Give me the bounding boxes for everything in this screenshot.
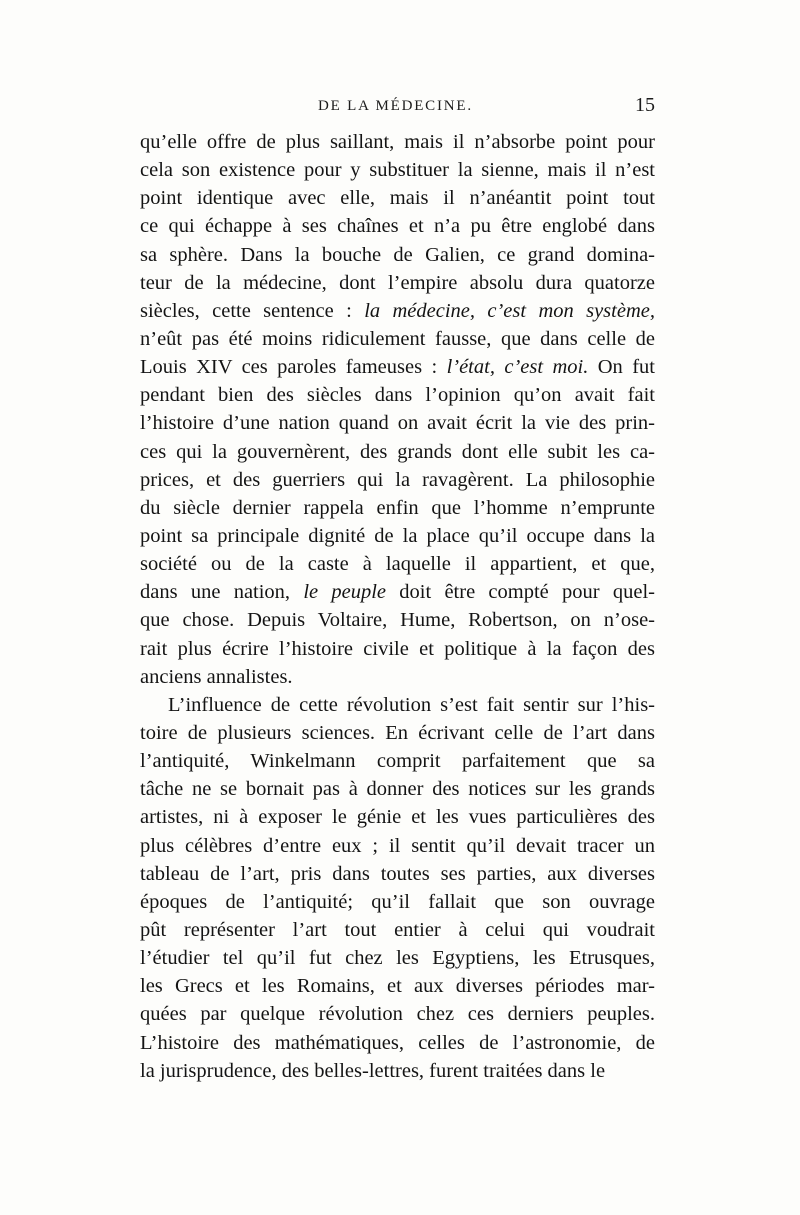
text-run: du siècle dernier rappela enfin que l’homme n’emprunte — [140, 496, 655, 519]
text-run: pendant bien des siècles dans l’opinion qu’on avait fait — [140, 384, 655, 407]
text-run: dans une nation, — [140, 581, 304, 604]
text-run: siècles, cette sentence : — [140, 299, 365, 322]
text-run: tâche ne se bornait pas à donner des notices sur les grands — [140, 778, 655, 801]
text-line — [140, 297, 655, 325]
text-line — [140, 635, 655, 663]
text-run: sa sphère. Dans la bouche de Galien, ce grand domina- — [140, 243, 655, 266]
text-run: On fut — [588, 356, 655, 379]
text-line — [140, 550, 655, 578]
text-run: l’antiquité, Winkelmann comprit parfaitement que sa — [140, 750, 655, 773]
running-head — [140, 94, 655, 126]
text-line — [140, 775, 655, 803]
text-line — [140, 860, 655, 888]
italic-phrase: la médecine, c’est mon système, — [364, 299, 655, 322]
text-run: époques de l’antiquité; qu’il fallait que son ouvrage — [140, 890, 655, 913]
text-run: ce qui échappe à ses chaînes et n’a pu être englobé dans — [140, 215, 655, 238]
text-line — [140, 212, 655, 240]
text-line — [140, 269, 655, 297]
text-run: rait plus écrire l’histoire civile et politique à la façon des — [140, 637, 655, 660]
text-run: point identique avec elle, mais il n’anéantit point tout — [140, 187, 655, 210]
text-line — [140, 522, 655, 550]
text-run: cela son existence pour y substituer la sienne, mais il n’est — [140, 159, 655, 182]
text-run: l’histoire d’une nation quand on avait écrit la vie des prin- — [140, 412, 655, 435]
running-title: DE LA MÉDECINE. — [318, 98, 473, 114]
text-run: point sa principale dignité de la place qu’il occupe dans la — [140, 524, 655, 547]
text-run: toire de plusieurs sciences. En écrivant celle de l’art dans — [140, 721, 655, 744]
text-run: que chose. Depuis Voltaire, Hume, Robertson, on n’ose- — [140, 609, 655, 632]
text-run: Louis XIV ces paroles fameuses : — [140, 356, 447, 379]
text-run: L’histoire des mathématiques, celles de l’astronomie, de — [140, 1031, 655, 1054]
text-line — [140, 128, 655, 156]
text-run: tableau de l’art, pris dans toutes ses parties, aux diverses — [140, 862, 655, 885]
text-run: quées par quelque révolution chez ces derniers peuples. — [140, 1003, 655, 1026]
italic-phrase: le peuple — [303, 581, 387, 604]
page-number: 15 — [635, 94, 655, 116]
text-line — [140, 578, 655, 606]
text-line — [140, 353, 655, 381]
text-run: L’influence de cette révolution s’est fait sentir sur l’his- — [168, 693, 655, 716]
text-line — [140, 663, 655, 691]
text-line — [140, 803, 655, 831]
body-text — [140, 128, 655, 1085]
text-line — [140, 944, 655, 972]
text-line — [140, 438, 655, 466]
text-run: artistes, ni à exposer le génie et les vues particulières des — [140, 806, 655, 829]
text-run: n’eût pas été moins ridiculement fausse, que dans celle de — [140, 327, 655, 350]
text-run: qu’elle offre de plus saillant, mais il n’absorbe point pour — [140, 131, 655, 153]
text-run: teur de la médecine, dont l’empire absolu dura quatorze — [140, 271, 655, 294]
text-line — [140, 719, 655, 747]
text-line — [140, 381, 655, 409]
text-run: l’étudier tel qu’il fut chez les Egyptiens, les Etrusques, — [140, 947, 655, 970]
text-line — [140, 409, 655, 437]
text-line — [140, 888, 655, 916]
text-run: anciens annalistes. — [140, 665, 293, 688]
text-line — [140, 184, 655, 212]
text-line — [140, 916, 655, 944]
text-line — [140, 691, 655, 719]
text-line — [140, 494, 655, 522]
text-run: société ou de la caste à laquelle il appartient, et que, — [140, 553, 655, 576]
text-line — [140, 241, 655, 269]
text-line — [140, 156, 655, 184]
text-line — [140, 1057, 655, 1085]
text-run: doit être compté pour quel- — [386, 581, 655, 604]
text-line — [140, 972, 655, 1000]
text-line — [140, 1000, 655, 1028]
text-line — [140, 606, 655, 634]
text-run: la jurisprudence, des belles-lettres, furent traitées dans le — [140, 1059, 606, 1082]
text-line — [140, 325, 655, 353]
text-line — [140, 747, 655, 775]
text-run: pût représenter l’art tout entier à celui qui voudrait — [140, 918, 655, 941]
text-line — [140, 832, 655, 860]
text-line — [140, 1029, 655, 1057]
italic-phrase: l’état, c’est moi. — [446, 356, 589, 379]
text-run: les Grecs et les Romains, et aux diverses périodes mar- — [140, 975, 655, 998]
text-run: plus célèbres d’entre eux ; il sentit qu’il devait tracer un — [140, 834, 655, 857]
text-run: ces qui la gouvernèrent, des grands dont elle subit les ca- — [140, 440, 655, 463]
text-line — [140, 466, 655, 494]
text-run: prices, et des guerriers qui la ravagèrent. La philosophie — [140, 468, 655, 491]
